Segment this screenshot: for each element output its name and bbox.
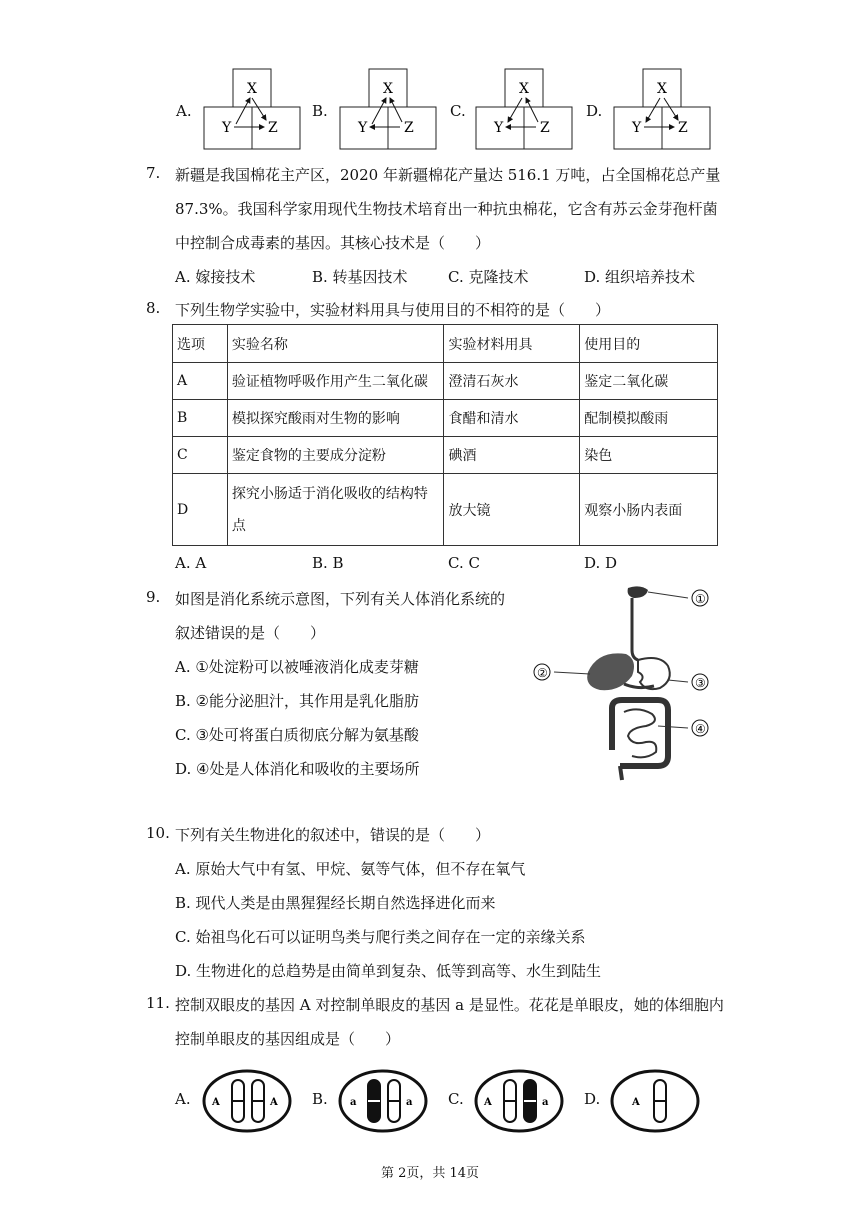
- q6-diagram-c: [472, 68, 576, 152]
- node-x: X: [247, 81, 257, 97]
- label-1: ①: [695, 592, 706, 606]
- table-row: [173, 437, 718, 474]
- table-cell: 探究小肠适于消化吸收的结构特点: [227, 474, 444, 546]
- option-d[interactable]: D. 生物进化的总趋势是由简单到复杂、低等到高等、水生到陆生: [175, 962, 602, 980]
- cell-diagram-a: [202, 1068, 292, 1134]
- page-footer: 第 2页，共 14页: [380, 1166, 480, 1181]
- table-cell: 观察小肠内表面: [580, 474, 718, 546]
- option-c[interactable]: C. 克隆技术: [448, 268, 529, 286]
- gene-label: a: [350, 1097, 357, 1108]
- experiment-table: [172, 324, 718, 546]
- table-cell: 鉴定食物的主要成分淀粉: [227, 437, 444, 474]
- q6-diagram-d: [610, 68, 714, 152]
- gene-label: A: [632, 1097, 640, 1108]
- cell-diagram-c: [474, 1068, 564, 1134]
- table-cell: D: [173, 474, 228, 546]
- table-header-cell: 选项: [173, 325, 228, 363]
- gene-label: A: [484, 1097, 492, 1108]
- question-stem-line: 新疆是我国棉花主产区，2020 年新疆棉花产量达 516.1 万吨，占全国棉花总产量: [175, 166, 721, 184]
- question-stem: 下列有关生物进化的叙述中，错误的是（ ）: [175, 826, 491, 844]
- option-b[interactable]: B. B: [312, 554, 344, 572]
- option-d[interactable]: D. 组织培养技术: [584, 268, 696, 286]
- table-cell: 模拟探究酸雨对生物的影响: [227, 400, 444, 437]
- question-number: 10.: [146, 824, 170, 842]
- question-stem-line: 中控制合成毒素的基因。其核心技术是（ ）: [175, 234, 491, 252]
- question-stem-line: 叙述错误的是（ ）: [175, 624, 326, 642]
- question-stem-line: 控制双眼皮的基因 A 对控制单眼皮的基因 a 是显性。花花是单眼皮，她的体细胞内: [175, 996, 724, 1014]
- gene-label: A: [270, 1097, 278, 1108]
- option-d-label[interactable]: D.: [584, 1090, 601, 1108]
- label-2: ②: [537, 666, 548, 680]
- cell-diagram-b: [338, 1068, 428, 1134]
- table-cell: 染色: [580, 437, 718, 474]
- option-c[interactable]: C. ③处可将蛋白质彻底分解为氨基酸: [175, 726, 419, 744]
- gene-label: A: [212, 1097, 220, 1108]
- gene-label: a: [542, 1097, 549, 1108]
- option-b[interactable]: B. 转基因技术: [312, 268, 408, 286]
- option-a[interactable]: A. A: [175, 554, 207, 572]
- table-header-cell: 实验名称: [227, 325, 444, 363]
- node-z: Z: [268, 120, 278, 136]
- table-cell: C: [173, 437, 228, 474]
- node-y: Y: [222, 120, 232, 136]
- table-header-cell: 使用目的: [580, 325, 718, 363]
- table-cell: 放大镜: [444, 474, 580, 546]
- option-c[interactable]: C. 始祖鸟化石可以证明鸟类与爬行类之间存在一定的亲缘关系: [175, 928, 586, 946]
- question-stem-line: 控制单眼皮的基因组成是（ ）: [175, 1030, 401, 1048]
- q6-option-c-label: C.: [450, 102, 466, 120]
- q6-diagram-a: [200, 68, 304, 152]
- node-z: Z: [540, 120, 550, 136]
- option-a[interactable]: A. 原始大气中有氢、甲烷、氨等气体，但不存在氧气: [175, 860, 526, 878]
- table-row: [173, 474, 718, 546]
- question-number: 9.: [146, 588, 161, 606]
- q6-option-b-label: B.: [312, 102, 328, 120]
- option-c[interactable]: C. C: [448, 554, 480, 572]
- question-stem-line: 87.3%。我国科学家用现代生物技术培育出一种抗虫棉花，它含有苏云金芽孢杆菌: [175, 200, 718, 218]
- node-x: X: [383, 81, 393, 97]
- label-3: ③: [695, 676, 706, 690]
- option-a[interactable]: A. ①处淀粉可以被唾液消化成麦芽糖: [175, 658, 419, 676]
- q6-diagram-b: [336, 68, 440, 152]
- node-y: Y: [358, 120, 368, 136]
- digestive-system-figure: [528, 580, 724, 784]
- table-cell: 澄清石灰水: [444, 363, 580, 400]
- node-y: Y: [494, 120, 504, 136]
- label-4: ④: [695, 722, 706, 736]
- node-x: X: [519, 81, 529, 97]
- q6-option-a-label: A.: [176, 102, 192, 120]
- option-c-label[interactable]: C.: [448, 1090, 464, 1108]
- option-a[interactable]: A. 嫁接技术: [175, 268, 256, 286]
- table-cell: 食醋和清水: [444, 400, 580, 437]
- option-b[interactable]: B. ②能分泌胆汁，其作用是乳化脂肪: [175, 692, 420, 710]
- q6-option-d-label: D.: [586, 102, 603, 120]
- table-cell: B: [173, 400, 228, 437]
- node-y: Y: [632, 120, 642, 136]
- table-cell: 验证植物呼吸作用产生二氧化碳: [227, 363, 444, 400]
- table-header-row: [173, 325, 718, 363]
- table-row: [173, 363, 718, 400]
- table-row: [173, 400, 718, 437]
- gene-label: a: [406, 1097, 413, 1108]
- node-z: Z: [404, 120, 414, 136]
- option-b[interactable]: B. 现代人类是由黑猩猩经长期自然选择进化而来: [175, 894, 496, 912]
- question-stem: 下列生物学实验中，实验材料用具与使用目的不相符的是（ ）: [175, 301, 611, 319]
- node-x: X: [657, 81, 667, 97]
- table-header-cell: 实验材料用具: [444, 325, 580, 363]
- table-cell: A: [173, 363, 228, 400]
- question-number: 8.: [146, 299, 161, 317]
- table-cell: 配制模拟酸雨: [580, 400, 718, 437]
- table-cell: 碘酒: [444, 437, 580, 474]
- option-b-label[interactable]: B.: [312, 1090, 328, 1108]
- table-cell: 鉴定二氧化碳: [580, 363, 718, 400]
- option-d[interactable]: D. ④处是人体消化和吸收的主要场所: [175, 760, 420, 778]
- question-stem-line: 如图是消化系统示意图，下列有关人体消化系统的: [175, 590, 506, 608]
- question-number: 7.: [146, 164, 161, 182]
- option-a-label[interactable]: A.: [175, 1090, 191, 1108]
- option-d[interactable]: D. D: [584, 554, 618, 572]
- question-number: 11.: [146, 994, 170, 1012]
- node-z: Z: [678, 120, 688, 136]
- cell-diagram-d: [610, 1068, 700, 1134]
